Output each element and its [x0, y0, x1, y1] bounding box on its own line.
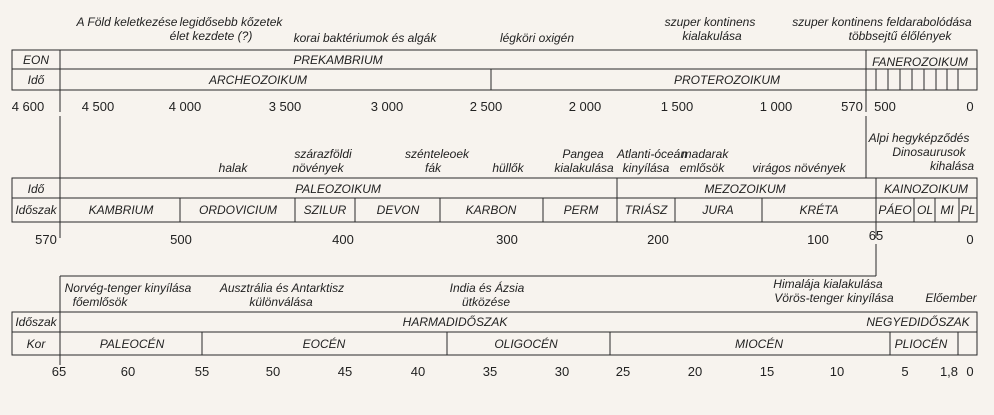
event-label: Himalája kialakulása Vörös-tenger kinyílása	[773, 277, 894, 305]
tick-label: 400	[332, 232, 354, 247]
event-label: szénteleoek fák	[404, 147, 470, 175]
eon-cell: PREKAMBRIUM	[293, 53, 383, 67]
event-label: hüllők	[492, 161, 524, 175]
panel-3	[12, 277, 978, 379]
tick-label: 60	[120, 364, 136, 379]
tick-label: 65	[868, 228, 884, 243]
period-cell: PERM	[563, 203, 599, 217]
period-cell: JURA	[702, 203, 734, 217]
period-cell: OL	[916, 203, 934, 217]
panel-3-ticks	[52, 364, 974, 379]
tick-label: 0	[966, 99, 974, 114]
epoch-cell: PLIOCÉN	[894, 337, 948, 351]
event-label: korai baktériumok és algák	[293, 31, 437, 45]
period-cell: KARBON	[465, 203, 517, 217]
tick-label: 5	[901, 364, 909, 379]
era-cell: KAINOZOIKUM	[883, 182, 969, 196]
period-cell: NEGYEDIDŐSZAK	[866, 315, 970, 329]
tick-label: 1,8	[939, 364, 959, 379]
panel-2-ticks	[35, 228, 973, 247]
event-label: India és Ázsia ütközése	[449, 281, 525, 309]
event-label: Előember	[925, 291, 977, 305]
panel-2-cells	[15, 182, 975, 217]
period-cell: TRIÁSZ	[624, 203, 668, 217]
event-label: légköri oxigén	[499, 31, 575, 45]
tick-label: 15	[759, 364, 775, 379]
era-cell: MEZOZOIKUM	[704, 182, 786, 196]
event-label: Atlanti-óceán kinyílása	[616, 147, 688, 175]
tick-label: 2 000	[568, 99, 602, 114]
event-label: madarak emlősök	[679, 147, 729, 175]
tick-label: 65	[51, 364, 67, 379]
tick-label: 35	[482, 364, 498, 379]
period-cell: HARMADIDŐSZAK	[402, 315, 508, 329]
panel-1-cells	[23, 53, 968, 87]
epoch-cell: PALEOCÉN	[99, 337, 165, 351]
tick-label: 45	[337, 364, 353, 379]
tick-label: 40	[410, 364, 426, 379]
tick-label: 1 500	[660, 99, 694, 114]
tick-label: 2 500	[469, 99, 503, 114]
period-cell: SZILUR	[303, 203, 347, 217]
era-cell: ARCHEOZOIKUM	[208, 73, 308, 87]
tick-label: 500	[874, 99, 896, 114]
epoch-cell: OLIGOCÉN	[494, 337, 558, 351]
period-cell: KAMBRIUM	[88, 203, 154, 217]
tick-label: 0	[966, 232, 974, 247]
tick-label: 30	[554, 364, 570, 379]
tick-label: 3 000	[370, 99, 404, 114]
event-label: Alpi hegyképződés Dinosaurusok kihalása	[868, 131, 975, 173]
tick-label: 500	[170, 232, 192, 247]
period-cell: ORDOVICIUM	[199, 203, 277, 217]
panel-2	[12, 131, 977, 247]
event-label: szuper kontinens kialakulása	[664, 15, 756, 43]
row-label: Idő	[27, 182, 45, 196]
tick-label: 0	[966, 364, 974, 379]
epoch-cell: EOCÉN	[302, 337, 346, 351]
period-cell: PÁEO	[878, 203, 912, 217]
event-label: Pangea kialakulása	[554, 147, 614, 175]
era-cell: FANEROZOIKUM	[872, 55, 968, 69]
tick-label: 300	[496, 232, 518, 247]
panel-1	[12, 15, 977, 114]
panel-1-events	[76, 15, 973, 45]
tick-label: 25	[615, 364, 631, 379]
row-label: Kor	[26, 337, 46, 351]
period-cell: DEVON	[376, 203, 420, 217]
era-cell: PROTEROZOIKUM	[673, 73, 781, 87]
tick-label: 200	[647, 232, 669, 247]
event-label: A Föld keletkezése	[76, 15, 178, 29]
tick-label: 4 500	[81, 99, 115, 114]
panel-1-ticks	[12, 99, 974, 114]
tick-label: 50	[265, 364, 281, 379]
era-cell: PALEOZOIKUM	[295, 182, 381, 196]
tick-label: 100	[807, 232, 829, 247]
tick-label: 3 500	[268, 99, 302, 114]
panel-3-events	[65, 277, 978, 309]
epoch-cell: MIOCÉN	[735, 337, 783, 351]
event-label: szuper kontinens feldarabolódása többsejtű élőlények	[792, 15, 972, 43]
tick-label: 20	[687, 364, 703, 379]
tick-label: 1 000	[759, 99, 793, 114]
tick-label: 10	[829, 364, 845, 379]
tick-label: 4 600	[11, 99, 45, 114]
row-label: Időszak	[15, 315, 57, 329]
event-label: virágos növények	[752, 161, 846, 175]
tick-label: 4 000	[168, 99, 202, 114]
period-cell: KRÉTA	[799, 203, 839, 217]
row-label: Idő	[27, 73, 45, 87]
tick-label: 570	[35, 232, 57, 247]
period-cell: MI	[940, 203, 954, 217]
event-label: legidősebb kőzetek élet kezdete (?)	[169, 15, 283, 43]
event-label: szárazföldi növények	[292, 147, 352, 175]
panel-1-border	[12, 50, 977, 90]
event-label: Norvég-tenger kinyílása főemlősök	[64, 281, 192, 309]
row-label: EON	[22, 53, 50, 67]
row-label: Időszak	[15, 203, 57, 217]
period-cell: PL	[960, 203, 976, 217]
tick-label: 55	[194, 364, 210, 379]
fanerozoikum-hatching	[876, 69, 958, 90]
event-label: halak	[218, 161, 248, 175]
tick-label: 570	[841, 99, 863, 114]
event-label: Ausztrália és Antarktisz különválása	[219, 281, 345, 309]
panel-2-events	[219, 131, 975, 175]
